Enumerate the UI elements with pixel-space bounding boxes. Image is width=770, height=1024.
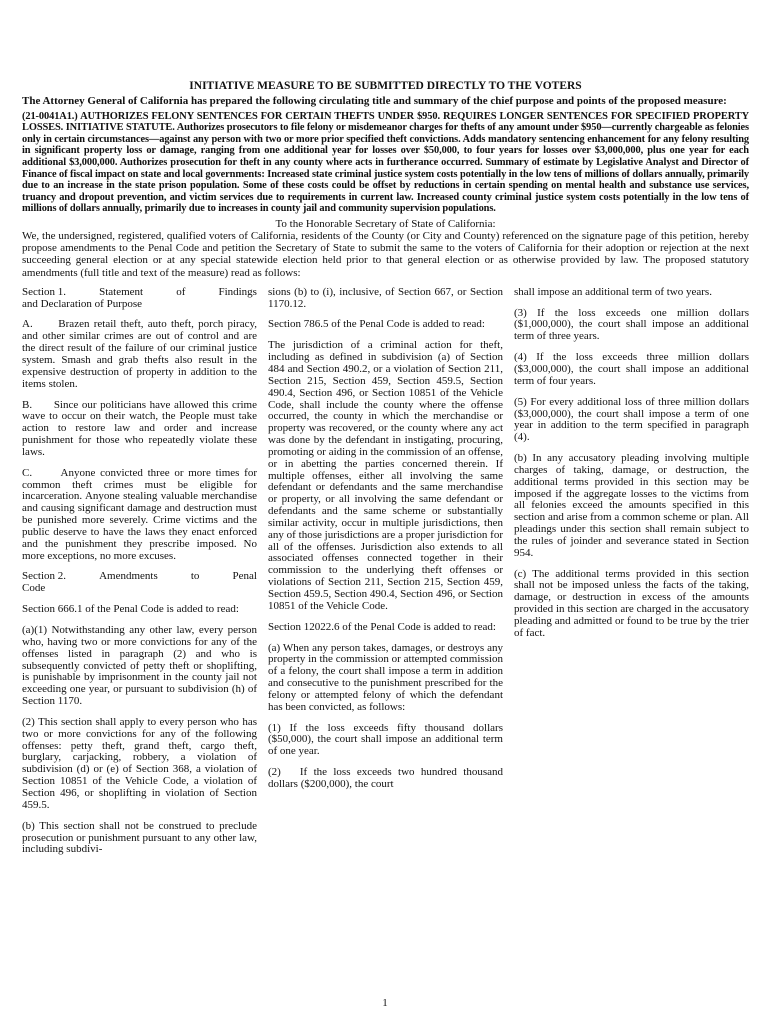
section-1-title: Section 1. Statement of Findings and Declaration of Purpose bbox=[22, 285, 257, 310]
col3-paragraph-1: shall impose an additional term of two years. bbox=[514, 285, 712, 298]
section-2-title: Section 2. Amendments to Penal Code bbox=[22, 570, 257, 595]
column-3 bbox=[514, 287, 749, 865]
finding-b: B. Since our politicians have allowed this crime wave to occur on their watch, the People must take action to restore law and order and increase punishment for those who repeatedly violate these laws. bbox=[22, 398, 257, 458]
measure-text-columns bbox=[22, 287, 749, 865]
enhancement-1: (1) If the loss exceeds fifty thousand dollars ($50,000), the court shall impose an additional term of one year. bbox=[268, 721, 503, 758]
attorney-general-statement: The Attorney General of California has prepared the following circulating title and summary of the chief purpose and points of the proposed measure: bbox=[22, 95, 727, 107]
enhancement-4: (4) If the loss exceeds three million dollars ($3,000,000), the court shall impose an additional term of four years. bbox=[514, 351, 749, 387]
document-page bbox=[22, 80, 749, 865]
enhancement-b: (b) In any accusatory pleading involving multiple charges of taking, damage, or destruction, the additional terms provided in this section may be imposed if the aggregate losses to the victims from all felonies exceed the amounts specified in this section and arise from a common scheme or plan. All pleadings under this section shall remain subject to the rules of joinder and severance stated in Section 954. bbox=[514, 452, 749, 559]
column-2 bbox=[268, 287, 503, 865]
subdivision-a2: (2) This section shall apply to every person who has two or more convictions for any of the following offenses: petty theft, grand theft, cargo theft, burglary, carjacking, robbery, a violation of subdivision (d) or (e) of Section 368, a violation of Section 10851 of the Vehicle Code, a violation of Section 496, or shoplifting in violation of Section 459.5. bbox=[22, 715, 257, 811]
subdivision-b: (b) This section shall not be construed to preclude prosecution or punishment pursuant to any other law, including subdivi- bbox=[22, 819, 257, 856]
title-summary: (21-0041A1.) AUTHORIZES FELONY SENTENCES FOR CERTAIN THEFTS UNDER $950. REQUIRES LONGER SENTENCES FOR SPECIFIED PROPERTY LOSSES. INITIATIVE STATUTE. Authorizes prosecutors to file felony or misdemeanor charges for thefts of any amount under $950—currently chargeable as felonies only in certain circumstances—against any person with two or more prior specified theft convictions. Adds mandatory sentencing enhancement for any felony resulting in significant property loss or damage, ranging from one additional year for losses over $50,000, to four years for losses over $3,000,000, plus one year for each additional $3,000,000. Authorizes prosecution for theft in any county where acts in furtherance occurred. Summary of estimate by Legislative Analyst and Director of Finance of fiscal impact on state and local governments: Increased state criminal justice system costs potentially in the low tens of millions of dollars annually, primarily due to an increase in the state prison population. Some of these costs could be offset by reductions in certain spending on mental health and substance use services, truancy and dropout prevention, and victim services due to requirements in current law. Increased county criminal justice system costs potentially in the low tens of millions of dollars annually, primarily due to increases in county jail and community supervision populations. bbox=[22, 110, 749, 215]
enhancement-a: (a) When any person takes, damages, or destroys any property in the commission or attempted commission of a felony, the court shall impose a term in addition and consecutive to the punishment prescribed for the felony or attempted felony of which the defendant has been convicted, as follows: bbox=[268, 641, 503, 713]
enhancement-3: (3) If the loss exceeds one million dollars ($1,000,000), the court shall impose an additional term of three years. bbox=[514, 306, 749, 343]
enhancement-c: (c) The additional terms provided in this section shall not be imposed unless the facts of the taking, damage, or destruction in excess of the amounts provided in this section are charged in the accusatory pleading and admitted or found to be true by the trier of fact. bbox=[514, 567, 749, 639]
enhancement-2: (2) If the loss exceeds two hundred thousand dollars ($200,000), the court bbox=[268, 766, 503, 790]
petition-text: We, the undersigned, registered, qualified voters of California, residents of the County (or City and County) referenced on the signature page of this petition, hereby propose amendments to the Penal Code and petition the Secretary of State to submit the same to the voters of California for their adoption or rejection at the next succeeding general election or at any special statewide election held prior to that general election or as otherwise provided by law. The proposed statutory amendments (full title and text of the measure) read as follows: bbox=[22, 229, 749, 279]
section-12022-6-intro: Section 12022.6 of the Penal Code is added to read: bbox=[268, 620, 496, 633]
finding-a: A. Brazen retail theft, auto theft, porch piracy, and other similar crimes are out of control and are the direct result of the failure of our criminal justice system. Smash and grab thefts also result in the expensive destruction of property in addition to the items stolen. bbox=[22, 318, 257, 390]
subdivision-a1: (a)(1) Notwithstanding any other law, every person who, having two or more convictions for any of the offenses listed in paragraph (2) and who is subsequently convicted of petty theft or shoplifting, is punishable by imprisonment in the county jail not exceeding one year, or pursuant to subdivision (h) of Section 1170. bbox=[22, 624, 257, 708]
col2-paragraph-1: sions (b) to (i), inclusive, of Section 667, or Section 1170.12. bbox=[268, 285, 503, 310]
enhancement-5: (5) For every additional loss of three million dollars ($3,000,000), the court shall impose a term of one year in addition to the term specified in paragraph (4). bbox=[514, 395, 749, 444]
column-1 bbox=[22, 287, 257, 865]
finding-c: C. Anyone convicted three or more times for common theft crimes must be eligible for incarceration. Anyone stealing valuable merchandise and causing significant damage and destruction must be punished more severely. Crime victims and the public deserve to have the laws they enact enforced and the punishment they prescribe imposed. No more exceptions, no more excuses. bbox=[22, 466, 257, 562]
section-786-5-intro: Section 786.5 of the Penal Code is added to read: bbox=[268, 318, 485, 331]
jurisdiction-paragraph: The jurisdiction of a criminal action for theft, including as defined in subdivision (a) of Section 484 and Section 490.2, or a violation of Section 211, Section 215, Section 459, Section 459.5, Section 490.4, Section 496, or Section 10851 of the Vehicle Code, shall include the county where the offense occurred, the county in which the merchandise or property was recovered, or the county where any act was done by the defendant in instigating, procuring, promoting or aiding in the commission of an offense, or in abetting the parties concerned therein. If multiple offenses, either all involving the same defendant or defendants and the same merchandise or property, or all involving the same defendant or defendants and the same scheme or substantially similar activity, occur in multiple jurisdictions, then any of those jurisdictions are a proper jurisdiction for all of the offenses. Jurisdiction also extends to all associated offenses connected together in their commission to the underlying theft offenses or violations of Section 211, Section 215, Section 459, Section 459.5, Section 490.4, Section 496, or Section 10851 of the Vehicle Code. bbox=[268, 339, 503, 612]
page-heading: INITIATIVE MEASURE TO BE SUBMITTED DIRECTLY TO THE VOTERS bbox=[189, 80, 582, 92]
section-666-1-intro: Section 666.1 of the Penal Code is added to read: bbox=[22, 603, 239, 616]
page-number: 1 bbox=[382, 997, 388, 1009]
salutation: To the Honorable Secretary of State of California: bbox=[275, 217, 496, 230]
